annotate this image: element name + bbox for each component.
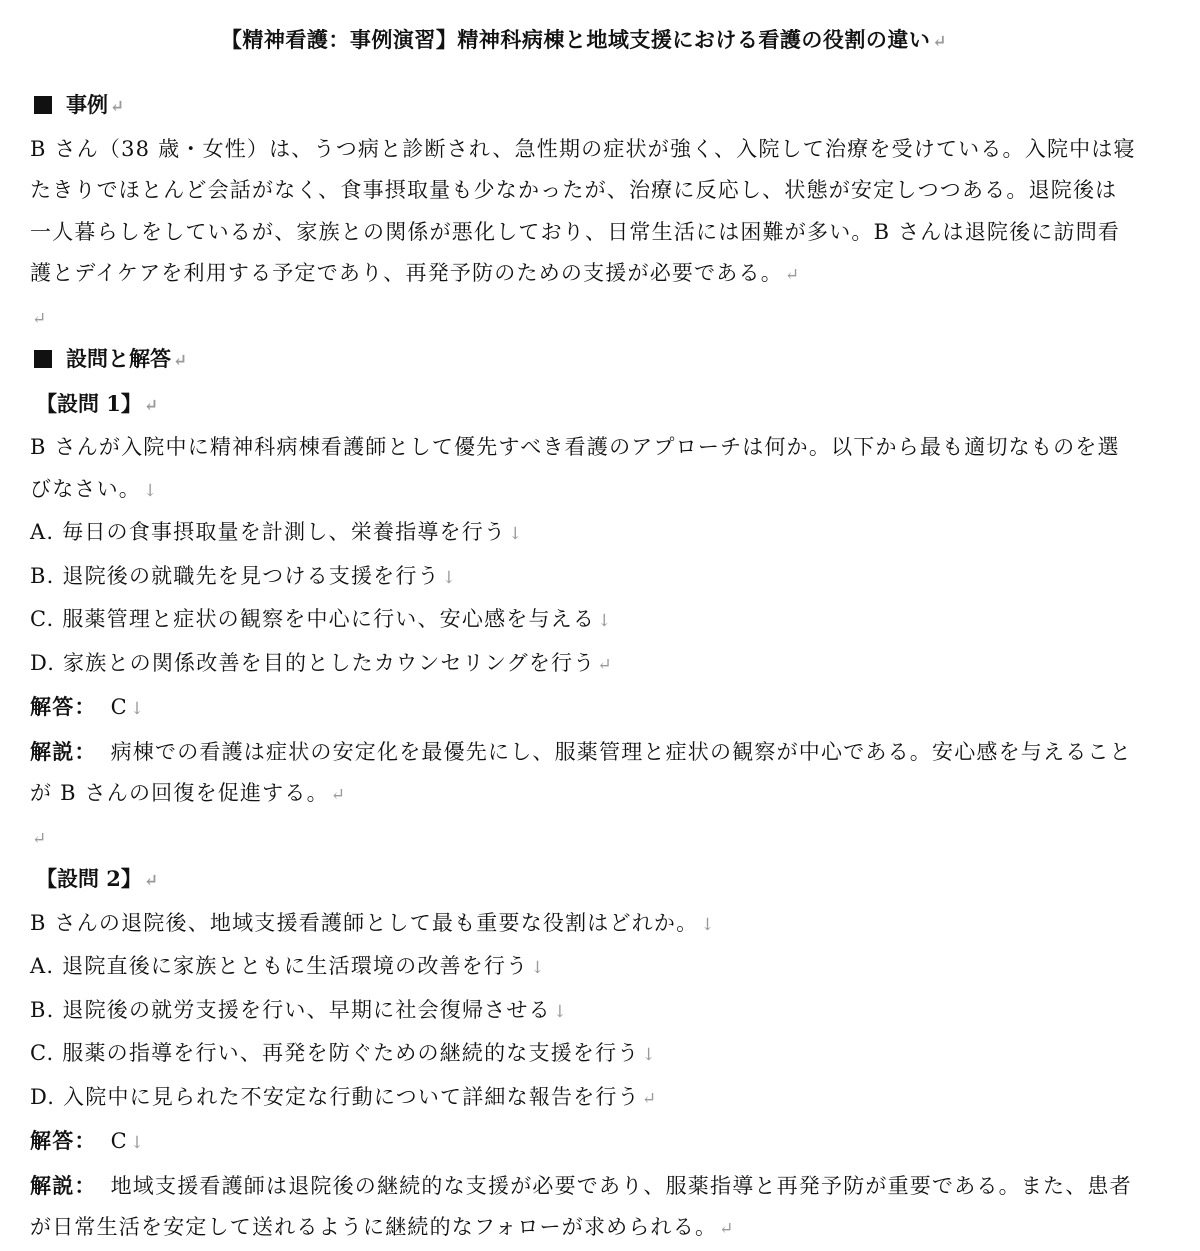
case-heading-text: 事例 <box>66 92 108 117</box>
question-1-answer <box>30 686 1138 731</box>
line-break-mark: ↓ <box>552 1001 569 1022</box>
option-text: C. 服薬管理と症状の観察を中心に行い、安心感を与える <box>30 607 596 631</box>
line-break-mark: ↓ <box>700 914 716 935</box>
answer-value: C <box>110 1129 128 1153</box>
question-2-label <box>30 858 1138 903</box>
paragraph-mark: ↵ <box>143 395 159 416</box>
question-2-option-b <box>30 990 1138 1034</box>
option-text: C. 服薬の指導を行い、再発を防ぐための継続的な支援を行う <box>30 1041 640 1065</box>
question-2-explanation <box>30 1165 1138 1251</box>
paragraph-mark: ↵ <box>330 785 347 805</box>
line-break-mark: ↓ <box>508 524 524 544</box>
line-break-mark: ↓ <box>143 480 159 501</box>
qa-heading-text: 設問と解答 <box>66 346 171 371</box>
paragraph-mark: ↵ <box>110 97 125 117</box>
paragraph-mark: ↵ <box>719 1219 735 1239</box>
paragraph-mark: ↵ <box>784 265 801 285</box>
question-2-body: B さんの退院後、地域支援看護師として最も重要な役割はどれか。 <box>30 910 699 935</box>
question-1-option-c <box>30 599 1138 643</box>
case-text <box>30 129 1138 297</box>
question-2-answer <box>30 1120 1138 1165</box>
question-1-option-a <box>30 512 1138 556</box>
option-text: B. 退院後の就労支援を行い、早期に社会復帰させる <box>30 997 551 1022</box>
document-title <box>30 20 1138 62</box>
paragraph-mark: ↵ <box>173 351 188 371</box>
explanation-text: 病棟での看護は症状の安定化を最優先にし、服薬管理と症状の観察が中心である。安心感を与えることが B さんの回復を促進する。 <box>30 739 1132 805</box>
question-1-body: B さんが入院中に精神科病棟看護師として優先すべき看護のアプローチは何か。以下から最も適切なものを選びなさい。 <box>30 435 1120 501</box>
empty-line <box>30 297 1138 339</box>
option-text: D. 入院中に見られた不安定な行動について詳細な報告を行う <box>30 1084 640 1109</box>
line-break-mark: ↓ <box>597 611 613 631</box>
empty-line <box>30 817 1138 859</box>
title-text: 【精神看護：事例演習】精神科病棟と地域支援における看護の役割の違い <box>220 27 931 52</box>
explanation-text: 地域支援看護師は退院後の継続的な支援が必要であり、服薬指導と再発予防が重要である。また、患者が日常生活を安定して送れるように継続的なフォローが求められる。 <box>30 1173 1132 1239</box>
paragraph-mark: ↵ <box>143 871 159 891</box>
line-break-mark: ↓ <box>441 567 458 588</box>
question-1-text <box>30 427 1138 512</box>
case-text-body: B さん（38 歳・女性）は、うつ病と診断され、急性期の症状が強く、入院して治療を受けている。入院中は寝たきりでほとんど会話がなく、食事摂取量も少なかったが、治療に反応し、状態が安定しつつある。退院後は一人暮らしをしているが、家族との関係が悪化しており、日常生活には困難が多い。B さんは退院後に訪問看護とデイケアを利用する予定であり、再発予防のための支援が必要である。 <box>30 136 1136 285</box>
question-1-label <box>30 383 1138 428</box>
line-break-mark: ↓ <box>530 958 546 978</box>
square-bullet-icon <box>34 96 52 114</box>
question-2-option-d <box>30 1077 1138 1121</box>
paragraph-mark: ↵ <box>932 32 948 52</box>
line-break-mark: ↓ <box>129 699 146 719</box>
option-text: D. 家族との関係改善を目的としたカウンセリングを行う <box>30 650 596 675</box>
paragraph-mark: ↵ <box>597 654 613 675</box>
option-text: B. 退院後の就職先を見つける支援を行う <box>30 563 440 588</box>
question-1-option-b <box>30 556 1138 600</box>
option-text: A. 毎日の食事摂取量を計測し、栄養指導を行う <box>30 520 507 544</box>
line-break-mark: ↓ <box>129 1133 146 1153</box>
answer-label: 解答： <box>30 694 97 719</box>
answer-label: 解答： <box>30 1128 97 1153</box>
paragraph-mark: ↵ <box>32 828 47 849</box>
paragraph-mark: ↵ <box>641 1088 658 1109</box>
explanation-label: 解説： <box>30 1172 97 1198</box>
question-2-option-a <box>30 946 1138 990</box>
line-break-mark: ↓ <box>641 1045 657 1065</box>
paragraph-mark: ↵ <box>32 308 47 329</box>
answer-value: C <box>110 695 128 719</box>
question-2-text <box>30 903 1138 947</box>
qa-heading <box>30 338 1138 383</box>
question-2-label-text: 【設問 2】 <box>36 866 142 891</box>
question-2-option-c <box>30 1033 1138 1077</box>
case-heading <box>30 84 1138 129</box>
explanation-label: 解説： <box>30 738 97 764</box>
square-bullet-icon <box>34 350 52 368</box>
question-1-option-d <box>30 643 1138 687</box>
question-1-explanation <box>30 731 1138 817</box>
question-1-label-text: 【設問 1】 <box>36 390 142 416</box>
option-text: A. 退院直後に家族とともに生活環境の改善を行う <box>30 954 529 978</box>
